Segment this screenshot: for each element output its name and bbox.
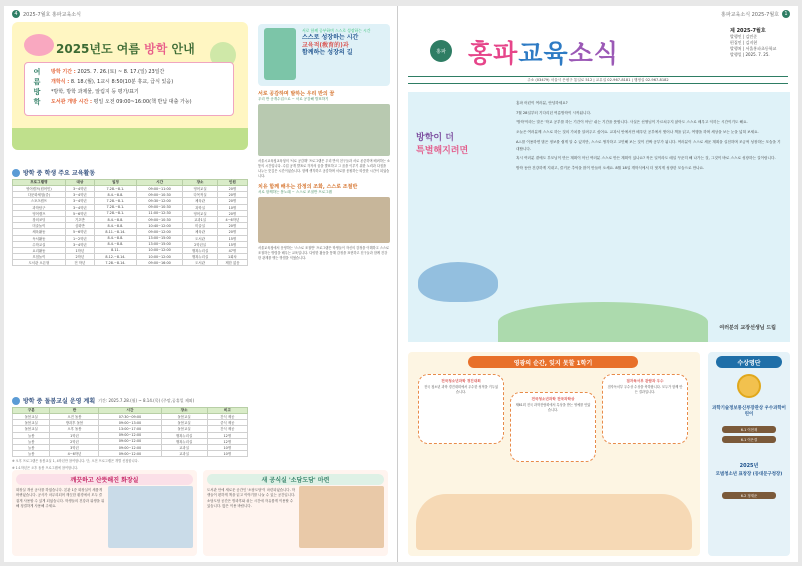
title-char: 육 (543, 39, 569, 68)
banner-headline: 스스로 성장하는 시간 교육적(敎育的)과 함께하는 성장의 길 (302, 34, 359, 56)
table-cell: 행복누리실 (161, 432, 207, 438)
letter-signature: 여러분의 교장선생님 드림 (719, 325, 776, 331)
table-cell: 09:00~11:00 (136, 186, 182, 192)
table-cell: 8.12.~8.14. (94, 254, 136, 260)
table-cell: 4~6학년 (217, 216, 247, 222)
table-cell: 창의코딩 (13, 216, 66, 222)
section-title: 서로 공감하며 발하는 우리 반의 꿈 (258, 91, 335, 97)
section-bullet-icon (12, 169, 20, 177)
table-cell: 12명 (207, 438, 247, 444)
masthead (408, 24, 788, 90)
table-cell: 09:00~12:00 (99, 444, 161, 450)
table-cell: 09:00~13:00 (99, 420, 161, 426)
table-cell: 체육관 (183, 198, 218, 204)
letter-paragraph: A.I.를 이용하면 많은 정보를 쉽게 알 수 있지만, 스스로 생각하고 고민해 보는 것이 진짜 공부가 됩니다. 여러분이 스스로 세운 계획을 실천하며 조금씩 성장하는 모습을 기대합니다. (516, 139, 781, 151)
table-cell: 심화반 (65, 223, 94, 229)
table-cell: 3~4학년 (65, 186, 94, 192)
section-subtitle: 서로 함께하는 봄노래 ~ 스스로 조절반 프로그램 (258, 190, 332, 194)
table-cell: 모험놀이 (13, 254, 66, 260)
grass-decoration (12, 128, 248, 150)
table-cell: 4~6학년 (50, 451, 99, 457)
table-cell: 교과1실 (183, 216, 218, 222)
library-news-box (203, 470, 388, 556)
table-cell: 20명 (217, 186, 247, 192)
title-char: 소 (568, 39, 594, 68)
table-cell: 15명 (217, 241, 247, 247)
table-cell: 20명 (217, 198, 247, 204)
growth-banner (258, 24, 390, 86)
news-boxes (12, 470, 388, 556)
table-cell: 7.28.~8.14. (94, 260, 136, 266)
table-cell: 3~4학년 (65, 192, 94, 198)
table-cell: 늘봄 (13, 438, 50, 444)
table-cell: 1~2학년 (65, 235, 94, 241)
table-cell: 행복누리실 (183, 254, 218, 260)
table-cell: 체육활동 (13, 229, 66, 235)
table-cell: 10:00~12:00 (136, 254, 182, 260)
column-header: 장소 (183, 180, 218, 186)
table-cell: 늘봄 (13, 451, 50, 457)
table-cell: 행복누리실 (183, 247, 218, 253)
table-cell: 1학년 (65, 247, 94, 253)
table-cell: 13:00~17:00 (99, 426, 161, 432)
running-head-text: 홍파교육소식 2025-7월호 (721, 11, 779, 18)
table-row (13, 451, 248, 457)
library-photo (299, 486, 384, 548)
table-cell: 체육관 (183, 229, 218, 235)
section-title: 방학 중 학생 주요 교육활동 (23, 170, 96, 177)
section-bullet-icon (12, 397, 20, 405)
whale-illustration (418, 262, 498, 302)
table-cell: 8.4.~8.8. (94, 241, 136, 247)
table-cell: 도서관 (183, 235, 218, 241)
award-year: 2025년 (739, 463, 759, 469)
page-number: 1 (782, 10, 790, 18)
table-cell: 7.28.~8.1. (94, 198, 136, 204)
students-illustration (416, 494, 692, 550)
table-cell: 오전 돌봄 (50, 414, 99, 420)
table-cell: 09:00~10:30 (136, 216, 182, 222)
box-title: 새 공식실 '소담도담' 마련 (207, 474, 384, 485)
table-cell: 간식 제공 (207, 426, 247, 432)
award-winner: 6-1 이은결 (722, 436, 776, 443)
section-subtitle: 기간: 2025.7.28.(월) ~ 8.14.(목) (주말,공휴일 제외) (98, 397, 195, 403)
column-header: 구분 (13, 408, 50, 414)
principal-letter (408, 92, 790, 342)
column-header: 인원 (217, 180, 247, 186)
award-winner: 6-1 이현재 (722, 426, 776, 433)
vacation-line: 방학 기간 : 2025. 7. 26.(토) ~ 8. 17.(일) 23일간 (51, 69, 165, 75)
table-cell: 09:00~12:00 (99, 451, 161, 457)
care-table (12, 407, 248, 457)
table-cell: 독서활동 (13, 235, 66, 241)
self-regulation-section (258, 183, 390, 261)
column-header: 대상 (65, 180, 94, 186)
toilet-photo (108, 486, 193, 548)
table-cell: 5~6학년 (65, 210, 94, 216)
table-cell: 09:00~16:00 (136, 260, 182, 266)
glory-moments (408, 352, 700, 556)
box-text: 화장실 개선 공사를 하였습니다. 본관 1층 화장실이 새롭게 바뀌었습니다. 공사가 마무리되어 깨끗한 환경에서 모두 즐겁게 사용할 수 있게 되었습니다. 학생들의 건강과 위생을 위해 청결하게 사용해 주세요. (16, 488, 105, 509)
title-char: 교 (518, 39, 544, 68)
table-cell: 과학탐구 (13, 204, 66, 210)
note: ※ 1:1학년은 오후 돌봄 프로그램에 참여합니다. (12, 465, 79, 470)
title-char: 식 (593, 39, 619, 68)
award-contest: 모범청소년 표창장 (동대문구청장) (715, 472, 783, 477)
table-cell: 10명 (207, 444, 247, 450)
section-text: 서울교육청에서 운영하는 '스스로 조절반' 프로그램은 학생들이 자신의 감정을 이해하고 스스로 조절하는 방법을 배우는 교육입니다. 다양한 활동을 통해 감정을 표현하고 친구들과 함께 건강한 관계를 맺는 방법을 익혔습니다. (258, 246, 389, 260)
letter-paragraph: '방학'이라는 말은 '학교 공부를 하는 기간이 아닌' 쉬는 기간을 뜻합니다. 사실은 선생님이 가르쳐주지 않아도 스스로 배우고 익히는 시간이기도 해요. (516, 120, 748, 125)
table-cell: 교과실 (161, 444, 207, 450)
table-cell: 스포츠캠프 (13, 198, 66, 204)
column-header: 시간 (136, 180, 182, 186)
column-header: 프로그램명 (13, 180, 66, 186)
table-cell: 도서관 (183, 260, 218, 266)
school-logo-icon: 홍파 (430, 40, 452, 62)
award-list (708, 352, 790, 556)
table-cell: 다문화체험(중) (13, 192, 66, 198)
letter-headline: 방학이 더 특별해지려면 (416, 133, 469, 156)
box-text: 도서관 안에 새로운 공간인 '소담도담'이 마련되었습니다. 학생들이 편하게 책을 읽고 이야기를 나눌 수 있는 공간입니다. 소담도담 공간은 방과후와 쉬는 시간에 자유롭게 이용할 수 있습니다. 많은 이용 바랍니다. (207, 488, 296, 509)
table-cell: 돌봄교실 (13, 426, 50, 432)
table-cell: 다목적실 (183, 192, 218, 198)
table-cell: 미술놀이 (13, 223, 66, 229)
table-cell: 제한 없음 (217, 260, 247, 266)
table-cell: 2학년 (50, 438, 99, 444)
empathy-section (258, 90, 390, 179)
title-char: 홍 (468, 39, 494, 68)
table-cell: 돌봄교실 (161, 420, 207, 426)
table-cell: 09:00~12:00 (99, 432, 161, 438)
letter-paragraph: 홍파 어린이 여러분, 안녕하세요? (516, 101, 568, 105)
running-head-left (12, 10, 81, 18)
table-cell: 오후 돌봄 (50, 426, 99, 432)
right-column (258, 24, 390, 261)
letter-paragraph: 혹시 여러분 곁에도 부모님이 만든 계획이 아닌 여러분 스스로 만든 계획이 있나요? 작은 일이라도 매일 꾸준히 해 나가는 것, 그것이 바로 스스로 성장하는 길이랍니다. (516, 156, 776, 161)
column-header: 반 (50, 408, 99, 414)
newsletter-spread (4, 6, 798, 562)
table-cell: 3~4학년 (65, 241, 94, 247)
table-cell: 1회차 (217, 254, 247, 260)
box-title: 깨끗하고 산뜻해진 화장실 (16, 474, 193, 485)
table-cell: 2학년 (65, 254, 94, 260)
table-cell: 3~4학년 (65, 204, 94, 210)
table-cell: 교과실 (161, 451, 207, 457)
achievement-bubble: 전국청소년과학 전국과학상 제61회 전국 과학전람회에서 특상을 받는 영예를 안았습니다. (510, 392, 596, 462)
table-cell: 8.4.~8.8. (94, 216, 136, 222)
classroom-photo (258, 104, 390, 156)
table-cell: 47명 (217, 247, 247, 253)
student-activities-section (12, 168, 248, 266)
table-cell: 8.11. (94, 247, 136, 253)
table-cell: 09:00~10:30 (136, 192, 182, 198)
table-cell: 돌봄교실 (161, 414, 207, 420)
table-cell: 영어교실 (183, 210, 218, 216)
letter-paragraph: 방학 동안 건강하게 지내고, 즐거운 추억을 많이 만들어 오세요. 8월 18일 개학식에서 더 멋지게 성장한 모습으로 만나요. (516, 165, 705, 170)
table-cell: 1학년 (50, 432, 99, 438)
table-cell: 3~4학년 (65, 198, 94, 204)
table-cell: 07:30~09:00 (99, 414, 161, 420)
award-winner: 6-2 정재준 (722, 492, 776, 499)
award-title: 수상명단 (716, 356, 782, 368)
page-number: 4 (12, 10, 20, 18)
table-cell: 과학실 (183, 204, 218, 210)
table-cell: 2학년실 (183, 241, 218, 247)
activity-photo (258, 197, 390, 243)
achievement-bubble: 전국청소년과학 경진대회 전국 청소년 과학 경진대회에서 우수한 성적을 거두었습니다. (418, 374, 504, 444)
note: ※ 오후 프로그램은 돌봄교실 1, 4학년만 참여합니다. 단, 오전 프로그램은 개별 신청합니다. (12, 459, 139, 464)
column-header: 시간 (99, 408, 161, 414)
hero-title: 2025년도 여름 방학 안내 (56, 42, 195, 56)
vacation-info-box (24, 62, 234, 116)
table-row (13, 260, 248, 266)
section-title: 치유 함께 배우는 감정의 조화, 스스로 조절반 (258, 184, 358, 190)
toilet-news-box (12, 470, 197, 556)
vacation-line: 도서관 개방 시간 : 평일 오전 09:00~16:00(책 반납 대출 가능) (51, 99, 192, 105)
care-class-section (12, 396, 248, 470)
table-cell: 도서관 오픈형 (13, 260, 66, 266)
table-cell: 13:00~15:00 (136, 241, 182, 247)
table-cell: 돌봄교실 (161, 426, 207, 432)
table-cell: 09:00~12:00 (136, 229, 182, 235)
table-cell: 10명 (217, 204, 247, 210)
table-cell: 8.4.~8.8. (94, 192, 136, 198)
table-cell: 7.28.~8.1. (94, 210, 136, 216)
table-cell: 방과후 돌봄 (50, 420, 99, 426)
left-page (4, 6, 398, 562)
table-cell: 09:30~12:00 (136, 198, 182, 204)
medal-icon (737, 374, 761, 398)
running-head-right (721, 10, 790, 18)
table-cell: 15명 (217, 235, 247, 241)
table-cell: 10명 (207, 451, 247, 457)
letter-paragraph: 오늘은 여러분께 스스로 하는 것의 가치를 알려주고 싶어요. 교과서 안에서만 배우던 공부에서 벗어나 책을 읽고, 여행을 하며 세상을 보는 눈을 넓혀 보세요. (516, 130, 759, 135)
letter-paragraph: 7월 28일부터 기다리던 여름방학이 시작됩니다. (516, 110, 592, 115)
table-cell: 수학교실 (13, 241, 66, 247)
right-page (398, 6, 798, 562)
table-cell: 중식 제공 (207, 420, 247, 426)
section-text: 서울시교육청교육청의 '서로 공감해' 프로그램은 우리 반의 친구들과 서로 존중하며 배려하는 소통의 시간입니다. 수업 공개 발표로 각자의 꿈을 발표하고 그 꿈을 이루기 위한 노력과 다짐을 나누는 뜻깊은 시간이었습니다. 함께 생각하고 공감하며 서로를 응원하는 따뜻한 시간이 되었습니다. (258, 159, 390, 178)
table-cell: 12명 (207, 432, 247, 438)
table-cell: 09:00~10:30 (136, 204, 182, 210)
table-cell: 전 학년 (65, 260, 94, 266)
table-cell: 8.4.~8.8. (94, 223, 136, 229)
activities-table (12, 179, 248, 266)
table-cell: 늘봄 (13, 432, 50, 438)
section-subtitle: 우리 반 공개수업으로 ~ 서로 공감해 발표하기 (258, 97, 329, 101)
vacation-line: *방학, 방학 과제물, 알림지 등 평가/표기 (51, 89, 139, 95)
award-org: 과학기술정보통신부장관상 우수과학어린이 (712, 406, 786, 417)
table-cell: 7.28.~8.1. (94, 186, 136, 192)
table-cell: 8.4.~8.8. (94, 235, 136, 241)
letter-body (516, 100, 782, 175)
island-illustration (498, 302, 708, 342)
table-cell: 10:40~12:00 (136, 223, 182, 229)
table-cell: 7.28.~8.1. (94, 204, 136, 210)
table-cell: 11:00~12:30 (136, 210, 182, 216)
table-cell: 13:00~15:00 (136, 235, 182, 241)
table-cell: 돌봄교실 (13, 414, 50, 420)
summer-vacation-hero (12, 22, 248, 150)
table-cell: 09:00~12:00 (99, 438, 161, 444)
table-cell: 5~6학년 (65, 229, 94, 235)
newsletter-title (468, 34, 619, 70)
publication-info: 제 2025-7월호 발행인 | 김민준 편집인 | 김지현 발행처 | 서울홍파초등학교 발행일 | 2025. 7. 25. (730, 28, 777, 57)
section-title: 방학 중 돌봄교실 운영 계획 (23, 398, 96, 405)
table-cell: 영어교실 (183, 186, 218, 192)
table-cell: 20명 (217, 192, 247, 198)
title-char: 파 (493, 39, 519, 68)
pink-cloud-icon (24, 34, 54, 56)
vertical-label: 여 름 방 학 (33, 68, 41, 106)
moments-title: 영광의 순간, 잊지 못할 1학기 (468, 356, 638, 368)
achievement-bubble: 점자독서부 관람과 우수 점자독서부 우수상 수상을 축하합니다. 모두가 함께 만든 결과입니다. (602, 374, 688, 444)
table-cell: 행복누리실 (161, 438, 207, 444)
table-cell: 요리활동 (13, 247, 66, 253)
table-cell: 영어캠프(원어민) (13, 186, 66, 192)
vacation-line: 개학식 : 8. 18.(월), 1교시 8:50(10분 휴교, 급식 있음) (51, 79, 174, 85)
children-illustration (264, 28, 296, 80)
table-cell: 20명 (217, 229, 247, 235)
table-cell: 영어캠프 (13, 210, 66, 216)
table-cell: 늘봄 (13, 444, 50, 450)
address-bar: 주소 (03479) 서울시 은평구 통일로 512 | 교무실 02-967-8181 | 행정실 02-967-8182 (408, 76, 788, 84)
table-cell: 돌봄교실 (13, 420, 50, 426)
table-cell: 20명 (217, 210, 247, 216)
column-header: 장소 (161, 408, 207, 414)
table-cell: 간식 제공 (207, 414, 247, 420)
column-header: 비고 (207, 408, 247, 414)
banner-kicker: 서로 함께 공부하며 스스로 성장하는 시간 (302, 28, 371, 33)
column-header: 일정 (94, 180, 136, 186)
table-cell: 8.11.~8.14. (94, 229, 136, 235)
table-cell: 20명 (217, 223, 247, 229)
table-cell: 3학년 (50, 444, 99, 450)
table-cell: 10:00~12:00 (136, 247, 182, 253)
running-head-text: 2025-7월호 홍파교육소식 (23, 11, 81, 18)
table-cell: 미술실 (183, 223, 218, 229)
table-cell: 기초반 (65, 216, 94, 222)
